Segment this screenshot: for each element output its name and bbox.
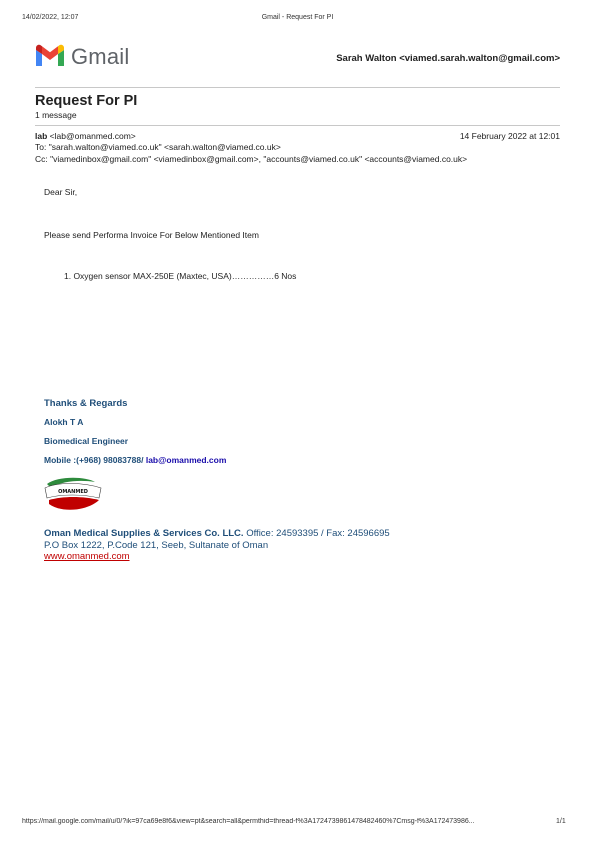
mobile-email-link[interactable]: lab@omanmed.com	[145, 455, 227, 465]
company-phones: Office: 24593395 / Fax: 24596695	[243, 528, 390, 539]
sender-email: <lab@omanmed.com>	[49, 131, 136, 141]
page-number: 1/1	[556, 818, 566, 825]
company-name: Oman Medical Supplies & Services Co. LLC.	[44, 528, 244, 539]
greeting: Dear Sir,	[44, 187, 78, 197]
logo-text: OMANMED	[58, 489, 88, 495]
company-line	[44, 528, 390, 539]
message-date: 14 February 2022 at 12:01	[459, 131, 560, 141]
print-datetime: 14/02/2022, 12:07	[22, 14, 79, 21]
print-title: Gmail - Request For PI	[261, 14, 334, 21]
mobile-label: Mobile :(+968) 98083788/	[44, 455, 146, 465]
company-address: P.O Box 1222, P.Code 121, Seeb, Sultanate of Oman	[44, 540, 269, 551]
print-url: https://mail.google.com/mail/u/0/?ik=97ca69e8f6&view=pt&search=all&permthid=thread-f%3A1724739861478482460%7Cmsg-f%3A172473986...	[22, 818, 475, 825]
thread-subject: Request For PI	[35, 93, 138, 109]
divider	[35, 125, 560, 126]
mobile-line	[44, 455, 226, 465]
gmail-m-icon	[34, 44, 66, 68]
to-line: To: "sarah.walton@viamed.co.uk" <sarah.walton@viamed.co.uk>	[35, 142, 281, 152]
gmail-wordmark: Gmail	[71, 44, 130, 69]
signer-name: Alokh T A	[44, 417, 84, 427]
closing: Thanks & Regards	[44, 398, 128, 409]
sender	[35, 131, 136, 141]
account-label: Sarah Walton <viamed.sarah.walton@gmail.com>	[336, 53, 560, 64]
request-text: Please send Performa Invoice For Below Mentioned Item	[44, 230, 259, 240]
omanmed-logo	[43, 476, 103, 514]
divider	[35, 87, 560, 88]
website-link[interactable]: www.omanmed.com	[44, 551, 130, 562]
list-item: 1. Oxygen sensor MAX-250E (Maxtec, USA)……………6 Nos	[64, 271, 297, 281]
signer-title: Biomedical Engineer	[44, 436, 129, 446]
message-count: 1 message	[35, 110, 77, 120]
sender-name: lab	[35, 131, 48, 141]
cc-line: Cc: "viamedinbox@gmail.com" <viamedinbox@gmail.com>, "accounts@viamed.co.uk" <accounts@viamed.co.uk>	[35, 154, 468, 164]
